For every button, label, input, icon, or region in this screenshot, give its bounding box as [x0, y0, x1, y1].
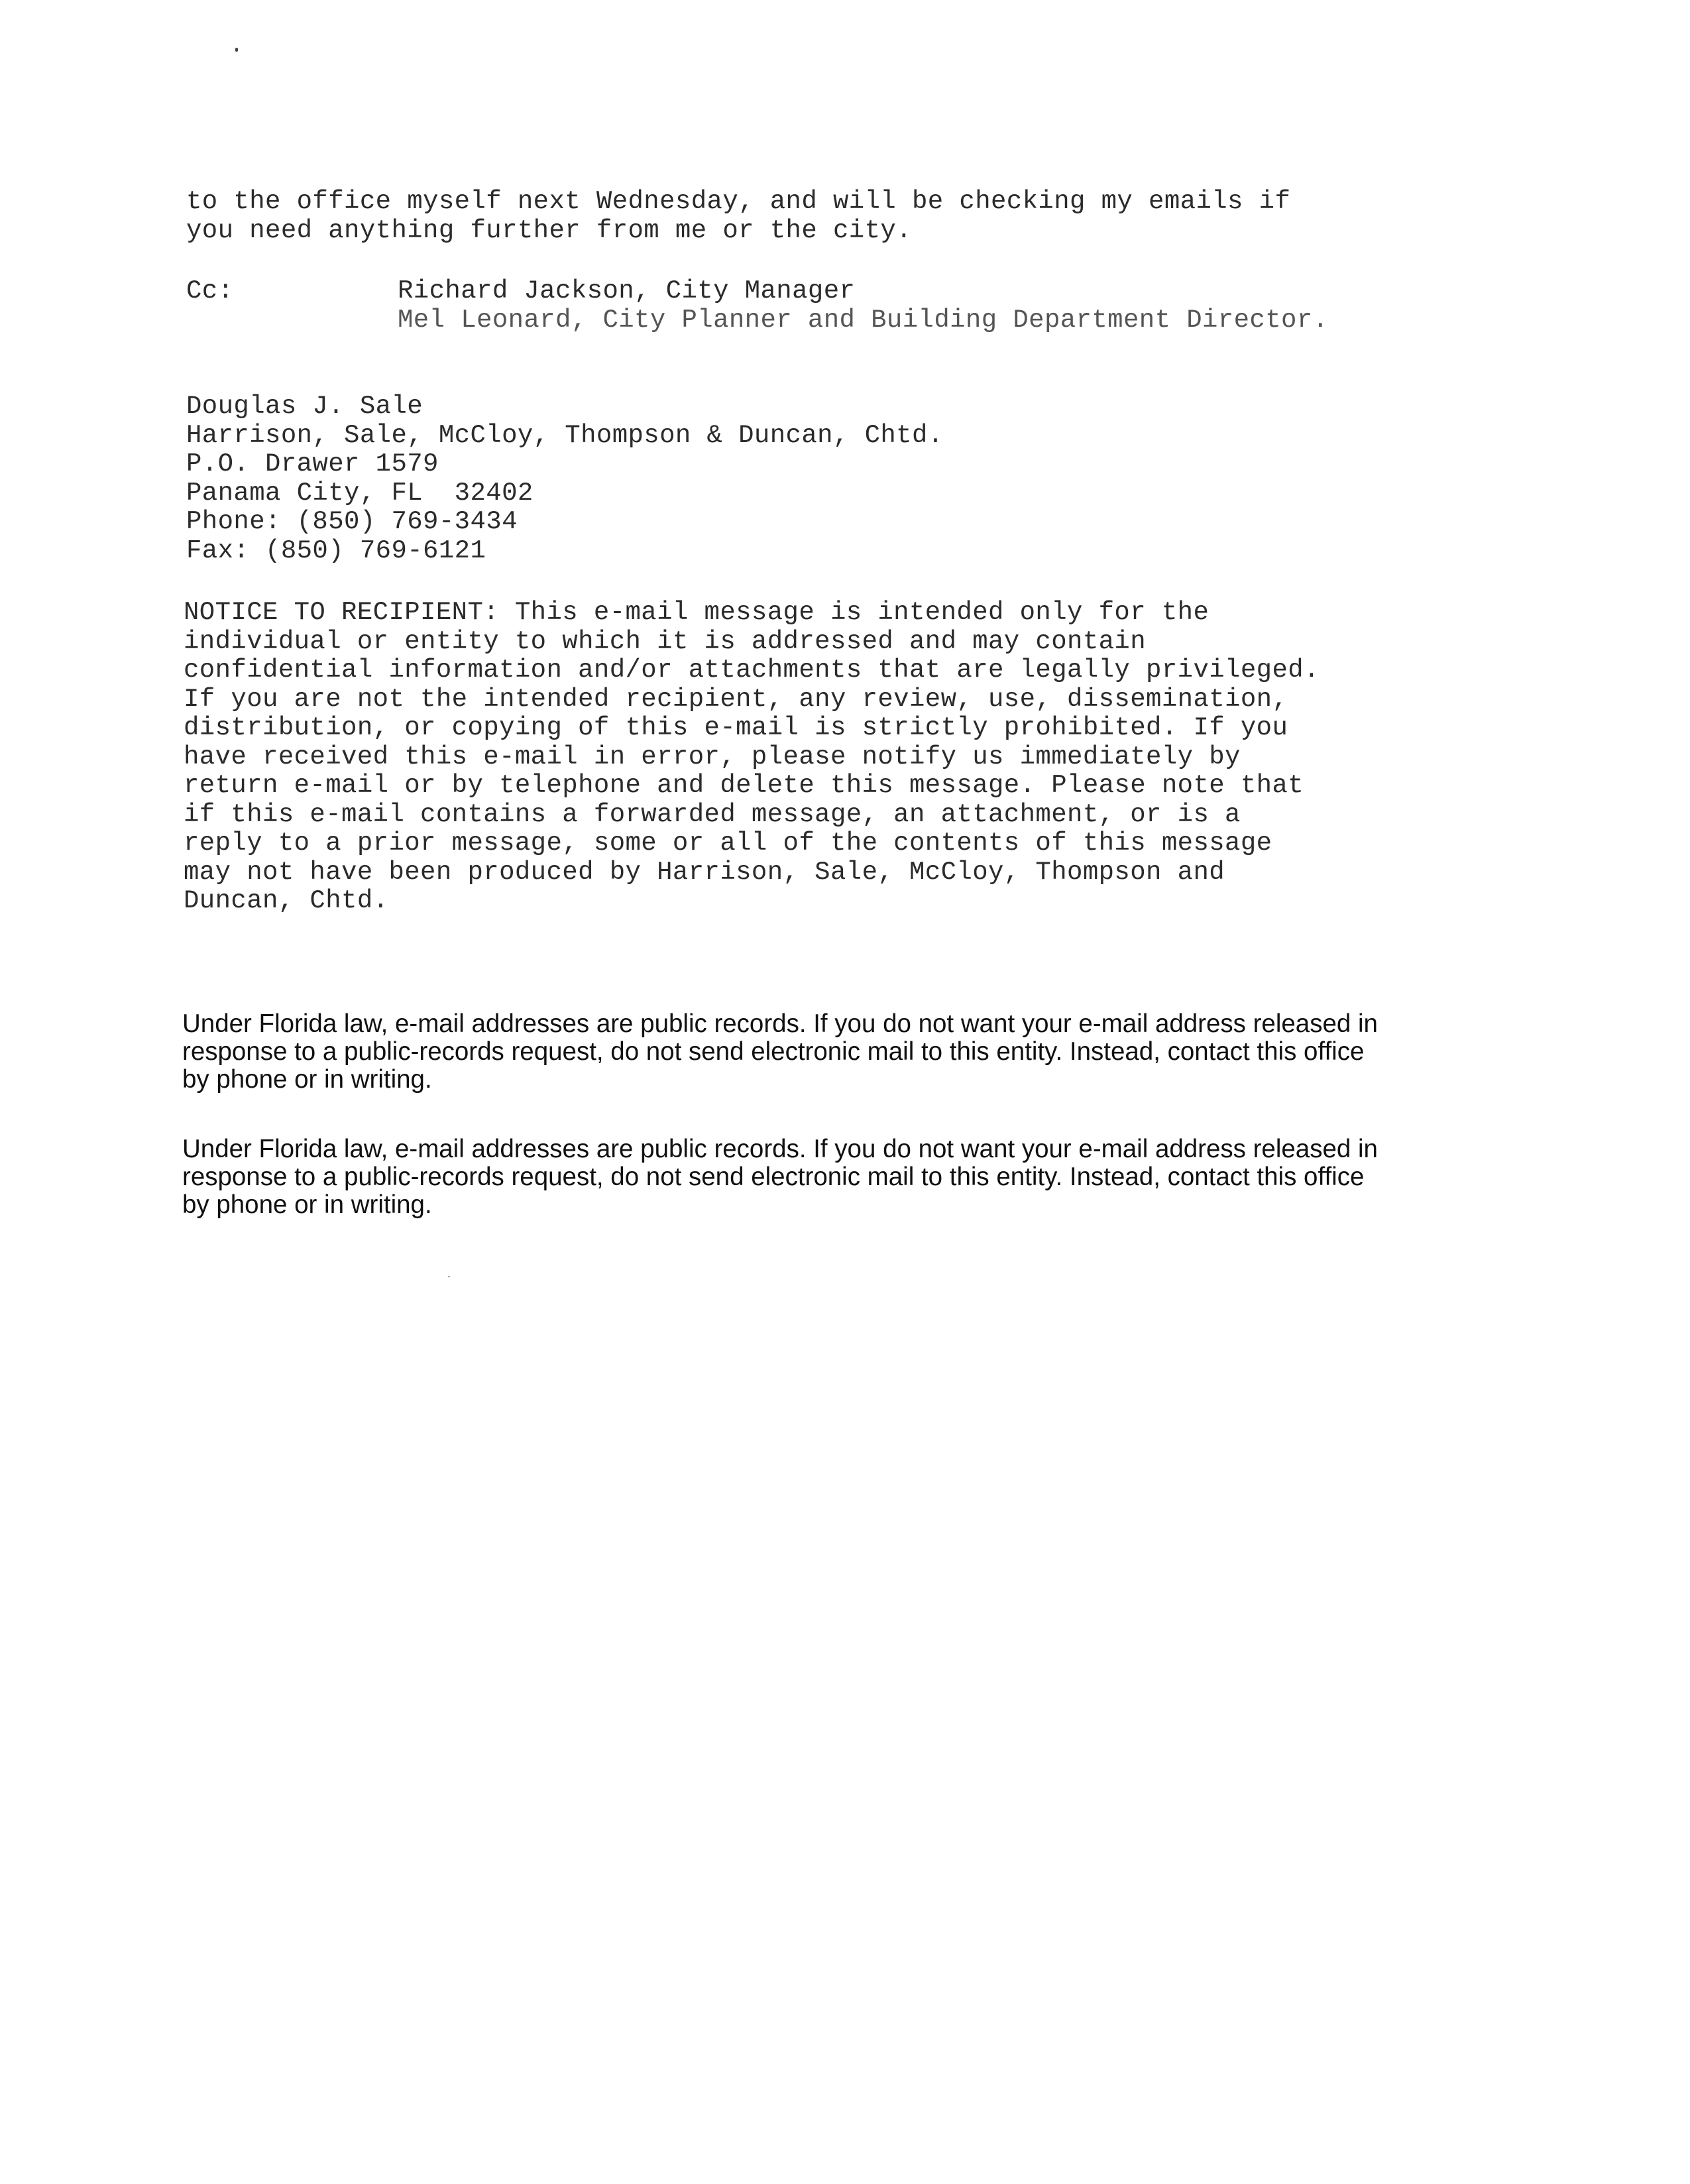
notice-line: NOTICE TO RECIPIENT: This e-mail message is intended only for the	[184, 598, 1210, 627]
disclaimer-line: by phone or in writing.	[182, 1065, 432, 1094]
disclaimer-line: Under Florida law, e-mail addresses are public records. If you do not want your e-mail address released in	[182, 1135, 1378, 1163]
signature-block	[186, 392, 944, 565]
disclaimer-line: response to a public-records request, do not send electronic mail to this entity. Instead, contact this office	[182, 1037, 1365, 1066]
signature-fax: Fax: (850) 769-6121	[186, 536, 486, 565]
disclaimer-line: Under Florida law, e-mail addresses are public records. If you do not want your e-mail address released in	[182, 1009, 1378, 1038]
email-body-closing	[186, 188, 1290, 245]
public-records-disclaimer	[182, 1010, 1494, 1094]
notice-line: If you are not the intended recipient, any review, use, dissemination,	[184, 684, 1288, 714]
disclaimer-line: response to a public-records request, do not send electronic mail to this entity. Instead, contact this office	[182, 1163, 1365, 1191]
cc-recipient: Mel Leonard, City Planner and Building Department Director.	[398, 305, 1329, 335]
notice-line: distribution, or copying of this e-mail is strictly prohibited. If you	[184, 713, 1288, 742]
public-records-disclaimer	[182, 1135, 1494, 1219]
cc-recipient: Richard Jackson, City Manager	[398, 276, 856, 306]
signature-firm: Harrison, Sale, McCloy, Thompson & Duncan, Chtd.	[186, 420, 944, 450]
body-line: you need anything further from me or the city.	[186, 215, 912, 245]
confidentiality-notice	[184, 599, 1320, 916]
notice-line: return e-mail or by telephone and delete this message. Please note that	[184, 771, 1304, 800]
notice-line: individual or entity to which it is addressed and may contain	[184, 626, 1147, 656]
cc-recipient-list	[398, 277, 1328, 335]
notice-line: confidential information and/or attachments that are legally privileged.	[184, 656, 1320, 685]
notice-line: Duncan, Chtd.	[184, 886, 389, 915]
signature-phone: Phone: (850) 769-3434	[186, 507, 518, 536]
notice-line: may not have been produced by Harrison, Sale, McCloy, Thompson and	[184, 857, 1225, 887]
scan-speck	[448, 1276, 450, 1277]
scan-speck	[235, 48, 238, 52]
notice-line: reply to a prior message, some or all of the contents of this message	[184, 829, 1272, 858]
notice-line: if this e-mail contains a forwarded message, an attachment, or is a	[184, 799, 1241, 829]
signature-name: Douglas J. Sale	[186, 392, 423, 421]
cc-label: Cc:	[186, 276, 234, 306]
signature-address: P.O. Drawer 1579	[186, 449, 439, 479]
disclaimer-line: by phone or in writing.	[182, 1190, 432, 1219]
cc-block	[186, 277, 1445, 337]
signature-city: Panama City, FL 32402	[186, 478, 534, 508]
notice-line: have received this e-mail in error, please notify us immediately by	[184, 742, 1241, 772]
body-line: to the office myself next Wednesday, and will be checking my emails if	[186, 187, 1291, 216]
